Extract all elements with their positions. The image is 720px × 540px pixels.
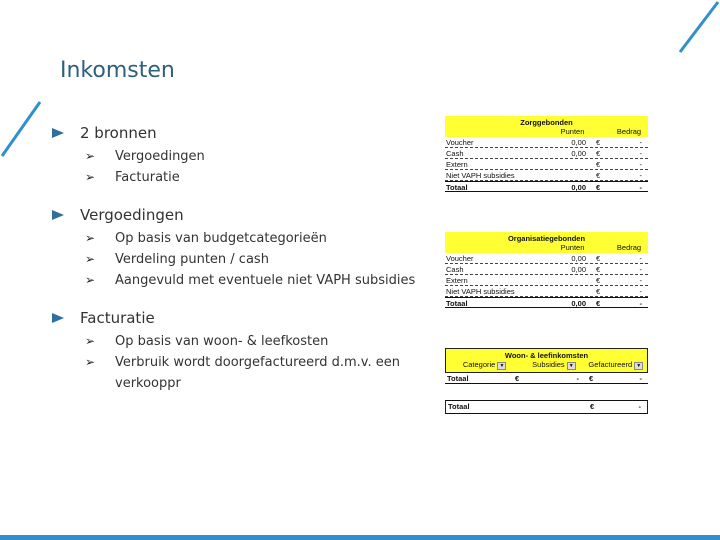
table-total-row: Totaal € - € - (445, 373, 648, 384)
dropdown-arrow-icon[interactable]: ▼ (499, 363, 505, 369)
table-row: Voucher 0,00 € - (445, 253, 648, 264)
sub-bullet-item: ➢ Aangevuld met eventuele niet VAPH subsidies (52, 270, 452, 291)
bottom-accent-bar (0, 535, 720, 540)
table-row: Cash 0,00 € - (445, 148, 648, 159)
chevron-bullet-icon: ➢ (85, 231, 96, 245)
sub-bullet-item: ➢ Op basis van woon- & leefkosten (52, 331, 452, 352)
table-row: Niet VAPH subsidies € - (445, 286, 648, 297)
sub-bullet-item: ➢ Verbruik wordt doorgefactureerd d.m.v. een verkooppr (52, 352, 452, 373)
page-title: Inkomsten (60, 58, 175, 83)
table-total-row: Totaal 0,00 € - (445, 181, 648, 192)
chevron-bullet-icon: ➢ (85, 355, 96, 369)
chevron-bullet-icon: ➢ (85, 334, 96, 348)
bullet-item: Vergoedingen (52, 206, 452, 228)
sub-bullet-item: ➢ Vergoedingen (52, 146, 452, 167)
table-row: Voucher 0,00 € - (445, 137, 648, 148)
bullet-item: Facturatie (52, 309, 452, 331)
column-header-amount: Bedrag (616, 127, 642, 136)
woon-leefinkomsten-table (445, 348, 648, 414)
filter-column-invoiced[interactable]: Gefactureerd ▼ (588, 360, 642, 369)
bullet-item: 2 bronnen (52, 124, 452, 146)
column-header-points: Punten (560, 127, 585, 136)
table-title: Organisatiegebonden (507, 234, 586, 243)
arrow-bullet-icon (52, 128, 64, 138)
sub-bullet-item: ➢ Op basis van budgetcategorieën (52, 228, 452, 249)
chevron-bullet-icon: ➢ (85, 252, 96, 266)
bullet-group-sources (52, 124, 452, 188)
filter-column-category[interactable]: Categorie ▼ (462, 360, 505, 369)
dropdown-arrow-icon[interactable]: ▼ (568, 363, 574, 369)
filter-column-subsidies[interactable]: Subsidies ▼ (532, 360, 574, 369)
decorative-line-left (0, 100, 44, 160)
arrow-bullet-icon (52, 313, 64, 323)
column-header-amount: Bedrag (616, 243, 642, 252)
column-header-points: Punten (560, 243, 585, 252)
arrow-bullet-icon (52, 210, 64, 220)
table-title: Woon- & leefinkomsten (504, 351, 589, 360)
table-header (445, 348, 648, 373)
table-row: Cash 0,00 € - (445, 264, 648, 275)
dropdown-arrow-icon[interactable]: ▼ (636, 363, 642, 369)
chevron-bullet-icon: ➢ (85, 149, 96, 163)
table-header (445, 116, 648, 137)
bullet-list (52, 124, 452, 391)
table-header (445, 232, 648, 253)
sub-bullet-item: ➢ Verdeling punten / cash (52, 249, 452, 270)
chevron-bullet-icon: ➢ (85, 273, 96, 287)
table-row: Niet VAPH subsidies € - (445, 170, 648, 181)
bullet-group-vergoedingen (52, 206, 452, 291)
table-total-row: Totaal 0,00 € - (445, 297, 648, 308)
decorative-line-top-right (676, 0, 720, 56)
table-title: Zorggebonden (520, 118, 573, 127)
table-row: Extern € - (445, 159, 648, 170)
zorggebonden-table (445, 116, 648, 192)
grand-total-row: Totaal € - (445, 400, 648, 414)
table-row: Extern € - (445, 275, 648, 286)
bullet-group-facturatie (52, 309, 452, 391)
organisatiegebonden-table (445, 232, 648, 308)
chevron-bullet-icon: ➢ (85, 170, 96, 184)
sub-bullet-item: ➢ Facturatie (52, 167, 452, 188)
